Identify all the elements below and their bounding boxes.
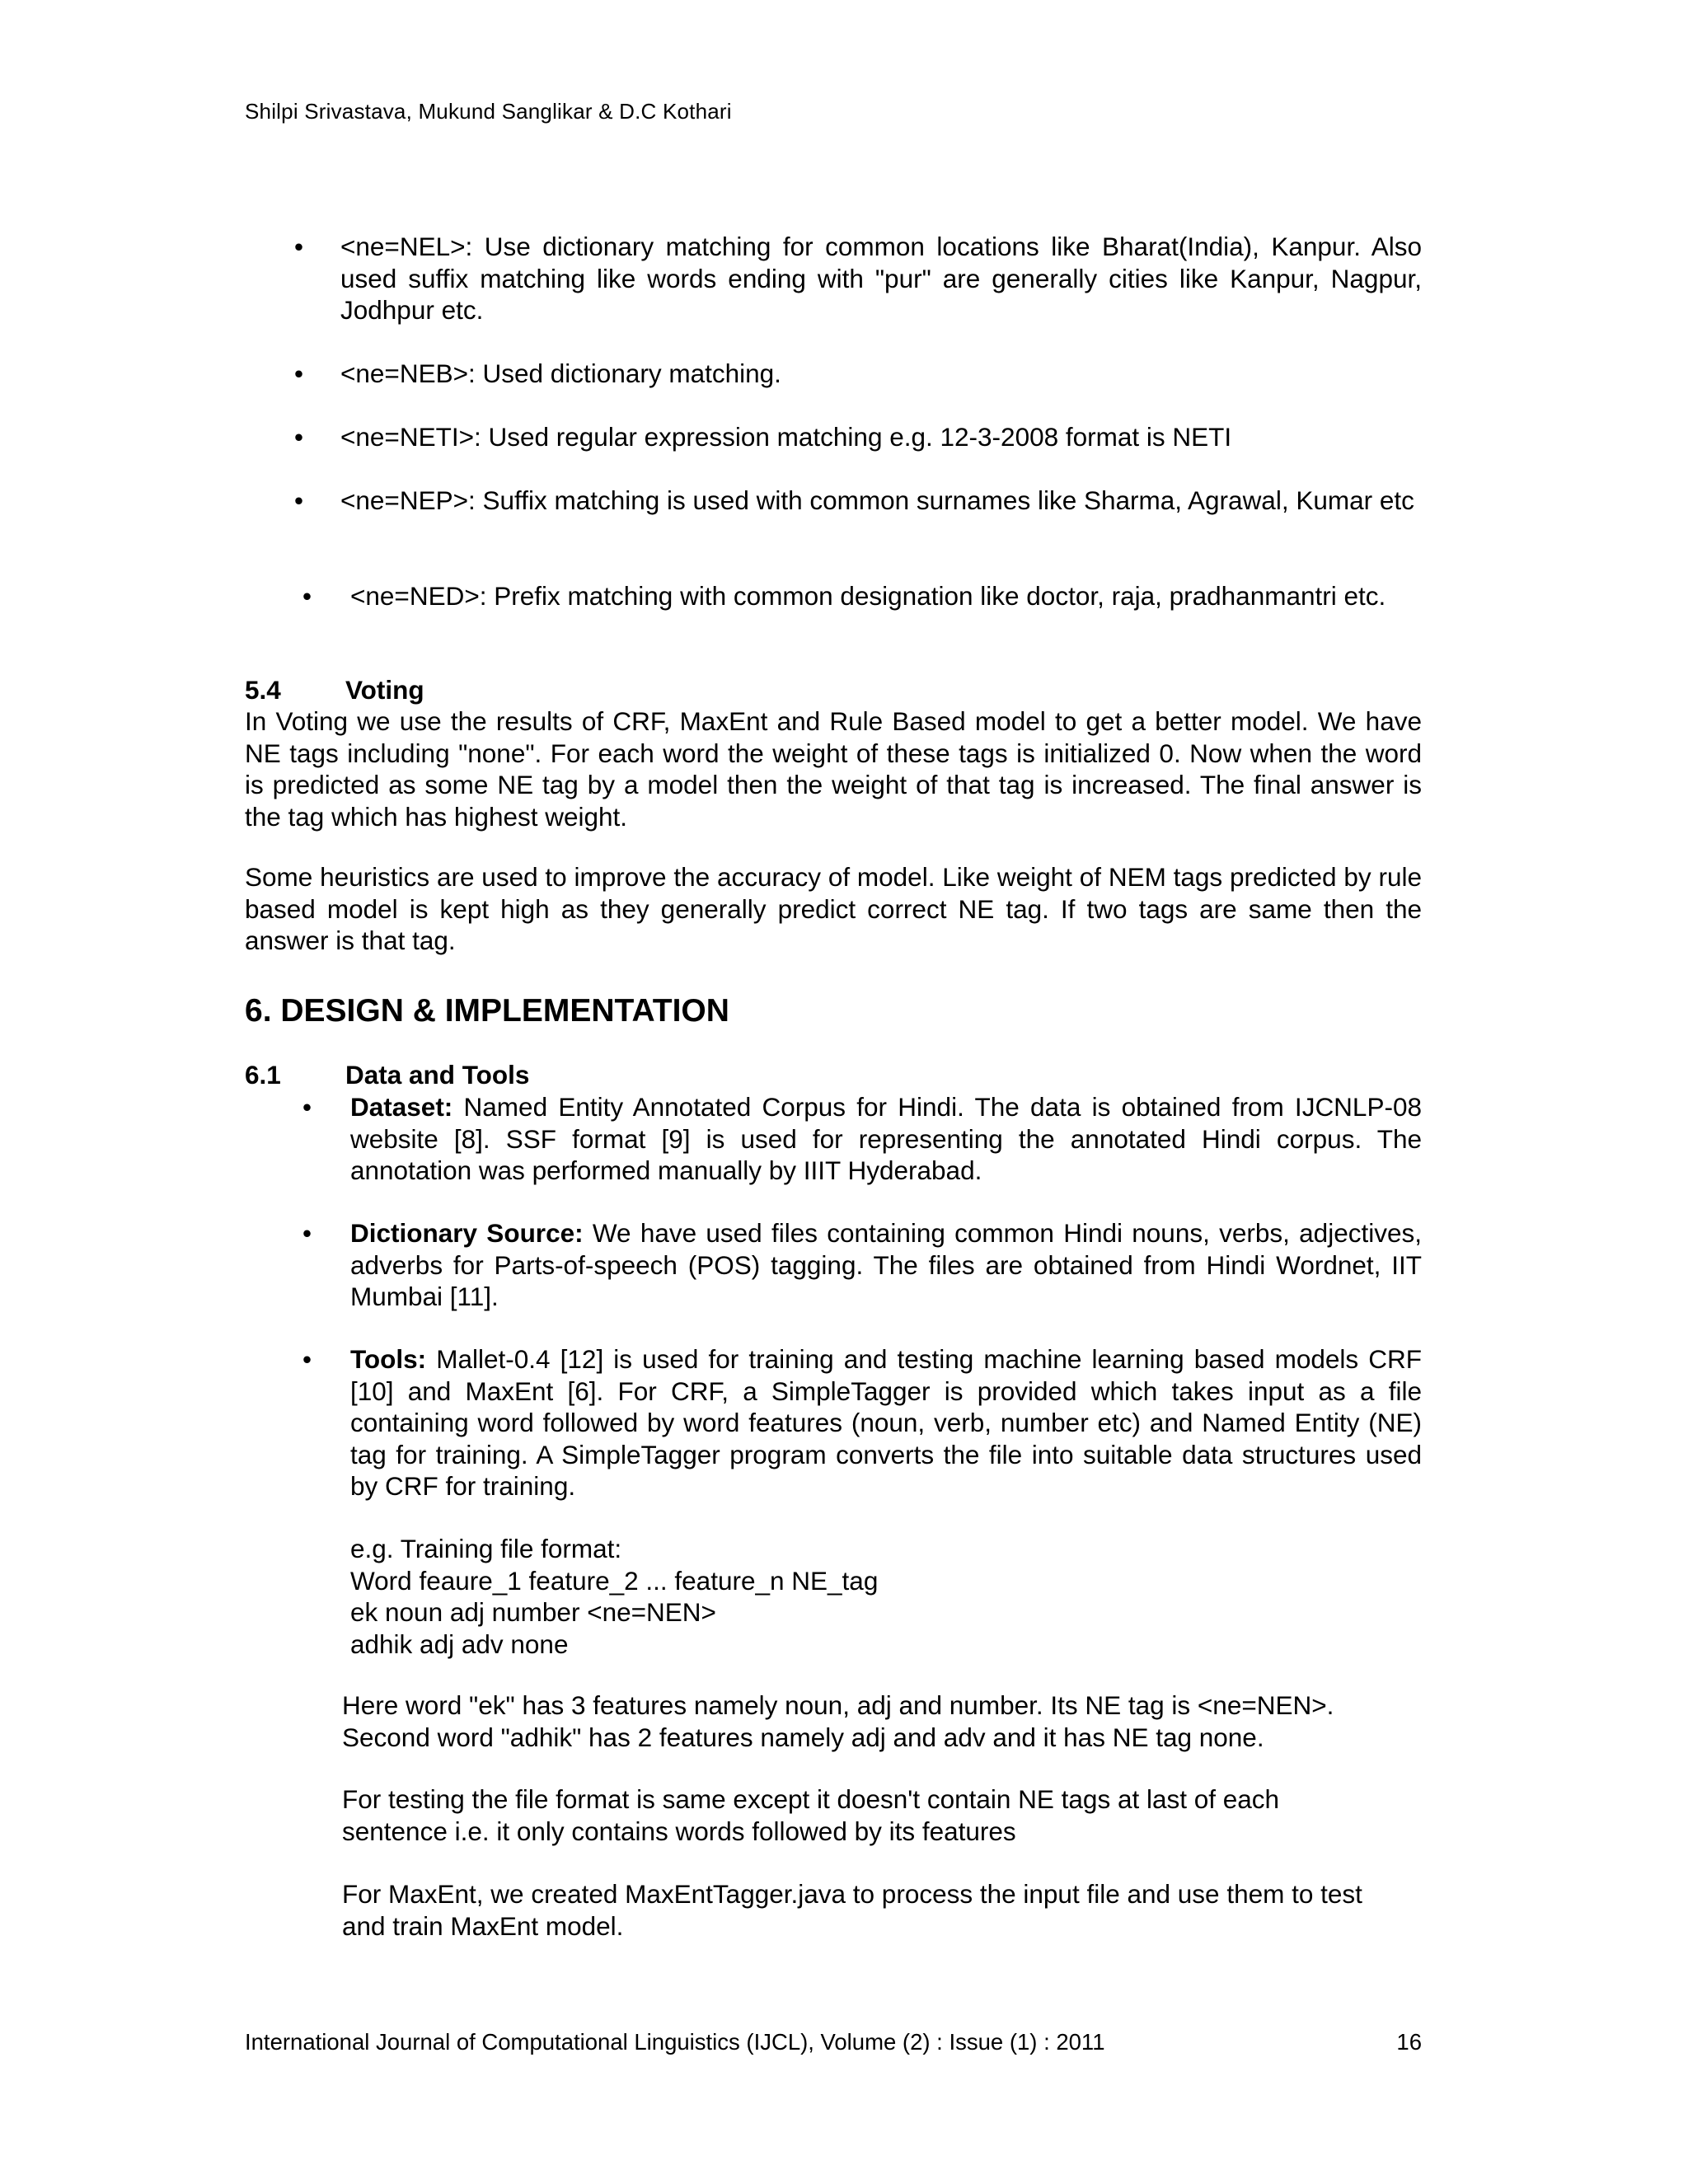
- tools-label: Tools:: [350, 1344, 427, 1374]
- section-title: Voting: [345, 675, 424, 705]
- example-line: Word feaure_1 feature_2 ... feature_n NE_tag: [350, 1565, 879, 1596]
- section-heading-5-4: [245, 674, 424, 706]
- section-number: 5.4: [245, 675, 281, 705]
- features-explanation: [342, 1690, 1334, 1753]
- page-footer: [245, 2028, 1422, 2056]
- section-heading-6: 6. DESIGN & IMPLEMENTATION: [245, 993, 729, 1029]
- text-line: Second word "adhik" has 2 features namely adj and adv and it has NE tag none.: [342, 1722, 1264, 1752]
- testing-format-paragraph: [342, 1783, 1279, 1847]
- text-line: sentence i.e. it only contains words followed by its features: [342, 1816, 1016, 1846]
- bullet-text: <ne=NETI>: Used regular expression matching e.g. 12-3-2008 format is NETI: [340, 422, 1232, 452]
- bullet-text: <ne=NEB>: Used dictionary matching.: [340, 359, 781, 388]
- section-number: 6.1: [245, 1060, 281, 1090]
- tools-text: Mallet-0.4 [12] is used for training and testing machine learning based models CRF [10] and MaxEnt [6]. For CRF, a SimpleTagger is provided which takes input as a file containing word followed by word features (noun, verb, number etc) and Named Entity (NE) tag for training. A SimpleTagger program converts the file into suitable data structures used by CRF for training.: [350, 1344, 1422, 1501]
- bullet-text: [350, 1217, 1422, 1313]
- maxent-paragraph: [342, 1878, 1362, 1942]
- bullet-dot: •: [302, 1344, 312, 1374]
- running-header: Shilpi Srivastava, Mukund Sanglikar & D.C Kothari: [245, 99, 732, 124]
- section-heading-6-1: [245, 1059, 529, 1091]
- voting-paragraph-1: In Voting we use the results of CRF, MaxEnt and Rule Based model to get a better model. We have NE tags including "none". For each word the weight of these tags is initialized 0. Now when the word is predicted as some NE tag by a model then the weight of that tag is increased. The final answer is the tag which has highest weight.: [245, 706, 1422, 832]
- text-line: For MaxEnt, we created MaxEntTagger.java to process the input file and use them to test: [342, 1879, 1362, 1909]
- dictionary-label: Dictionary Source:: [350, 1218, 584, 1248]
- bullet-text: [350, 1091, 1422, 1187]
- bullet-dot: •: [294, 232, 304, 261]
- bullet-dot: •: [302, 1092, 312, 1122]
- bullet-text: <ne=NED>: Prefix matching with common designation like doctor, raja, pradhanmantri etc.: [350, 581, 1386, 611]
- text-line: and train MaxEnt model.: [342, 1910, 624, 1941]
- dictionary-text: We have used files containing common Hindi nouns, verbs, adjectives, adverbs for Parts-of-speech (POS) tagging. The files are obtained from Hindi Wordnet, IIT Mumbai [11].: [350, 1218, 1422, 1311]
- bullet-text: <ne=NEP>: Suffix matching is used with common surnames like Sharma, Agrawal, Kumar etc: [340, 485, 1414, 515]
- text-line: Here word "ek" has 3 features namely noun, adj and number. Its NE tag is <ne=NEN>.: [342, 1690, 1334, 1720]
- section-title: Data and Tools: [345, 1060, 530, 1090]
- dataset-label: Dataset:: [350, 1092, 453, 1122]
- bullet-dot: •: [302, 1218, 312, 1248]
- page-number: 16: [1396, 2029, 1422, 2055]
- example-line: ek noun adj number <ne=NEN>: [350, 1597, 716, 1627]
- bullet-dot: •: [294, 359, 304, 388]
- bullet-text: [350, 1343, 1422, 1502]
- bullet-dot: •: [302, 581, 312, 611]
- bullet-dot: •: [294, 422, 304, 452]
- journal-citation: International Journal of Computational Linguistics (IJCL), Volume (2) : Issue (1) : 2011: [245, 2029, 1105, 2055]
- bullet-dot: •: [294, 485, 304, 515]
- example-line: adhik adj adv none: [350, 1629, 569, 1659]
- voting-paragraph-2: Some heuristics are used to improve the accuracy of model. Like weight of NEM tags predicted by rule based model is kept high as they generally predict correct NE tag. If two tags are same then the answer is that tag.: [245, 862, 1422, 955]
- dataset-text: Named Entity Annotated Corpus for Hindi. The data is obtained from IJCNLP-08 website [8]. SSF format [9] is used for representing the annotated Hindi corpus. The annotation was performed manually by IIIT Hyderabad.: [350, 1092, 1422, 1185]
- bullet-text: <ne=NEL>: Use dictionary matching for common locations like Bharat(India), Kanpur. Also used suffix matching like words ending with "pur" are generally cities like Kanpur, Nagpur, Jodhpur etc.: [340, 232, 1422, 325]
- example-line: e.g. Training file format:: [350, 1534, 622, 1563]
- training-format-example: [350, 1533, 878, 1660]
- text-line: For testing the file format is same except it doesn't contain NE tags at last of each: [342, 1784, 1280, 1814]
